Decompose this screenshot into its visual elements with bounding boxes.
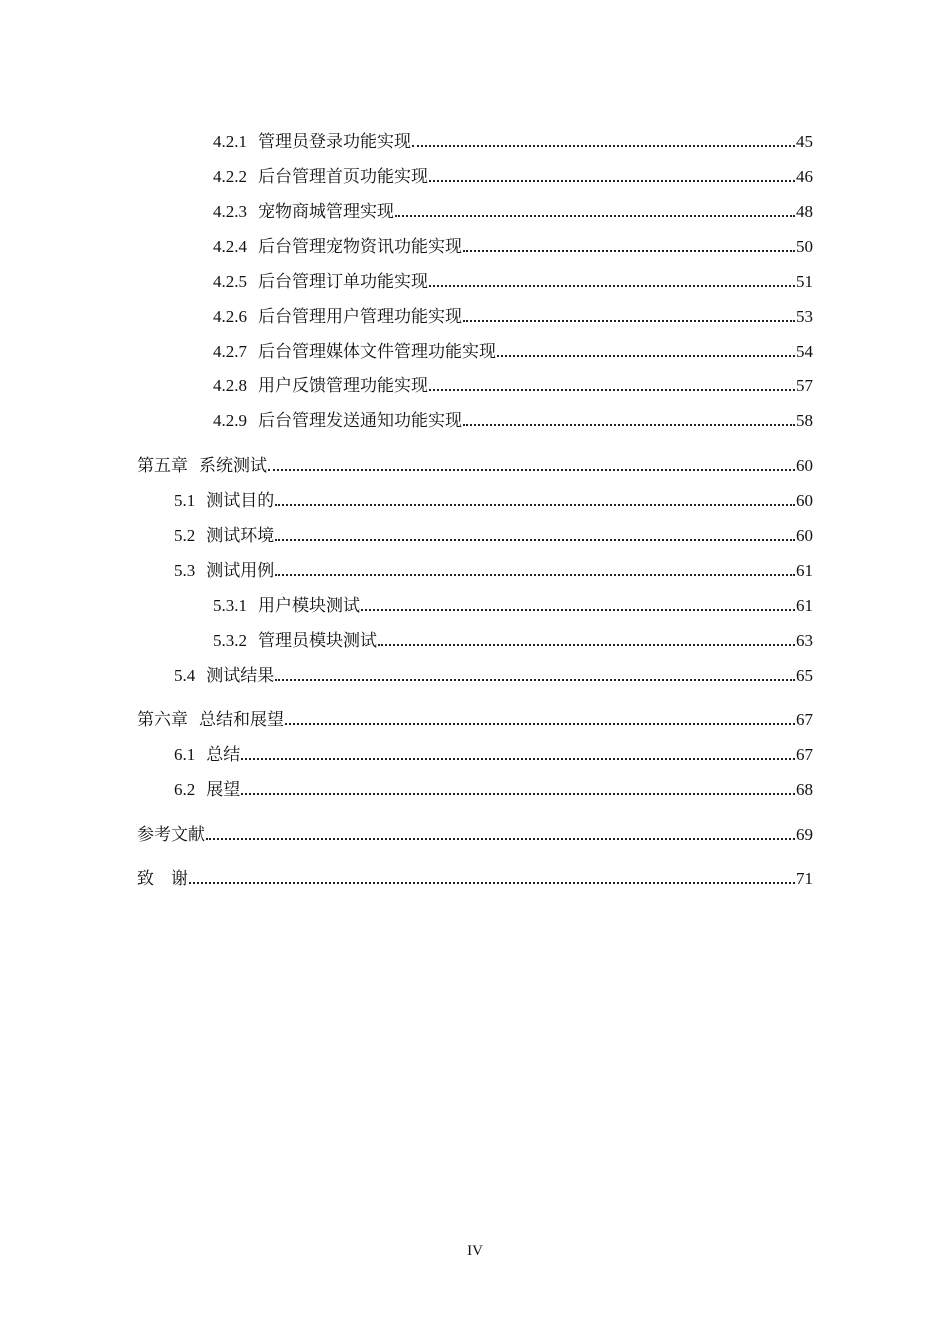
toc-leader-dots [412, 145, 795, 147]
toc-leader-dots [241, 758, 795, 760]
toc-entry[interactable] [213, 268, 813, 292]
toc-entry-title: 系统测试 [199, 456, 267, 475]
toc-entry-page: 50 [796, 237, 813, 256]
toc-entry[interactable] [213, 592, 813, 616]
toc-entry-title: 总结和展望 [199, 710, 284, 729]
toc-entry-page: 51 [796, 272, 813, 291]
toc-entry-number: 5.3 [174, 561, 196, 580]
toc-chapter-entry[interactable] [137, 452, 813, 476]
toc-entry-page: 58 [796, 411, 813, 430]
toc-entry-page: 63 [796, 631, 813, 650]
toc-entry-title: 后台管理宠物资讯功能实现 [258, 237, 462, 256]
toc-entry[interactable] [174, 662, 813, 686]
toc-entry[interactable] [174, 741, 813, 765]
toc-entry-number: 4.2.8 [213, 376, 247, 395]
toc-leader-dots [275, 679, 795, 681]
toc-leader-dots [429, 180, 795, 182]
toc-entry-number: 4.2.2 [213, 167, 247, 186]
toc-entry-title: 用户模块测试 [258, 596, 360, 615]
toc-entry-number: 4.2.3 [213, 202, 247, 221]
toc-entry-number: 5.4 [174, 666, 196, 685]
toc-entry-page: 67 [796, 710, 813, 729]
toc-entry-title: 展望 [206, 780, 241, 799]
toc-entry-title: 后台管理媒体文件管理功能实现 [258, 342, 496, 361]
page-number-footer: IV [467, 1243, 483, 1259]
toc-entry-number: 6.1 [174, 745, 196, 764]
toc-entry-page: 60 [796, 526, 813, 545]
toc-entry-page: 60 [796, 491, 813, 510]
toc-entry-number: 5.2 [174, 526, 196, 545]
toc-leader-dots [395, 215, 795, 217]
toc-leader-dots [275, 574, 795, 576]
toc-entry-number: 4.2.4 [213, 237, 247, 256]
toc-entry-title: 宠物商城管理实现 [258, 202, 394, 221]
toc-entry-number: 6.2 [174, 780, 196, 799]
toc-entry-title: 用户反馈管理功能实现 [258, 376, 428, 395]
toc-entry[interactable] [213, 303, 813, 327]
toc-entry-number: 第五章 [137, 456, 188, 475]
toc-entry-title: 后台管理订单功能实现 [258, 272, 428, 291]
toc-entry[interactable] [213, 627, 813, 651]
toc-leader-dots [275, 539, 795, 541]
toc-entry[interactable] [174, 557, 813, 581]
toc-entry-title: 后台管理首页功能实现 [258, 167, 428, 186]
toc-entry-page: 69 [796, 825, 813, 844]
toc-leader-dots [285, 723, 795, 725]
toc-entry-page: 54 [796, 342, 813, 361]
toc-leader-dots [268, 469, 795, 471]
toc-entry-page: 45 [796, 132, 813, 151]
toc-entry-number: 5.3.1 [213, 596, 247, 615]
toc-entry-number: 5.1 [174, 491, 196, 510]
toc-entry[interactable] [213, 338, 813, 362]
toc-entry-page: 46 [796, 167, 813, 186]
toc-chapter-entry[interactable] [137, 865, 813, 889]
toc-entry[interactable] [213, 233, 813, 257]
toc-entry-page: 65 [796, 666, 813, 685]
toc-entry-number: 4.2.6 [213, 307, 247, 326]
toc-entry-page: 61 [796, 596, 813, 615]
toc-leader-dots [275, 504, 795, 506]
toc-entry-title: 后台管理用户管理功能实现 [258, 307, 462, 326]
toc-chapter-entry[interactable] [137, 821, 813, 845]
toc-entry-number: 5.3.2 [213, 631, 247, 650]
toc-entry-title: 管理员登录功能实现 [258, 132, 411, 151]
toc-entry[interactable] [213, 128, 813, 152]
toc-leader-dots [463, 250, 795, 252]
toc-entry-title: 测试用例 [206, 561, 275, 580]
toc-entry-title: 管理员模块测试 [258, 631, 377, 650]
toc-leader-dots [463, 320, 795, 322]
toc-entry-number: 4.2.7 [213, 342, 247, 361]
toc-entry-title: 测试环境 [206, 526, 275, 545]
toc-entry-page: 68 [796, 780, 813, 799]
toc-entry-title: 后台管理发送通知功能实现 [258, 411, 462, 430]
toc-leader-dots [241, 793, 795, 795]
toc-leader-dots [429, 389, 795, 391]
toc-entry[interactable] [213, 407, 813, 431]
toc-entry-number: 第六章 [137, 710, 188, 729]
toc-entry-page: 67 [796, 745, 813, 764]
toc-entry-title: 测试结果 [206, 666, 275, 685]
toc-entry[interactable] [174, 776, 813, 800]
toc-entry-page: 53 [796, 307, 813, 326]
toc-leader-dots [361, 609, 795, 611]
toc-entry[interactable] [174, 522, 813, 546]
toc-leader-dots [206, 838, 795, 840]
toc-entry-number: 4.2.5 [213, 272, 247, 291]
toc-entry-number: 4.2.9 [213, 411, 247, 430]
toc-entry-page: 61 [796, 561, 813, 580]
toc-entry[interactable] [213, 372, 813, 396]
toc-entry-title: 测试目的 [206, 491, 275, 510]
toc-entry-page: 60 [796, 456, 813, 475]
toc-leader-dots [497, 355, 795, 357]
toc-entry[interactable] [213, 163, 813, 187]
toc-entry-title: 参考文献 [137, 825, 205, 844]
toc-entry-page: 57 [796, 376, 813, 395]
toc-entry[interactable] [213, 198, 813, 222]
toc-entry-page: 48 [796, 202, 813, 221]
toc-entry-title: 致 谢 [137, 869, 188, 888]
toc-chapter-entry[interactable] [137, 706, 813, 730]
toc-leader-dots [378, 644, 795, 646]
toc-leader-dots [429, 285, 795, 287]
toc-entry-number: 4.2.1 [213, 132, 247, 151]
toc-entry-title: 总结 [206, 745, 241, 764]
toc-leader-dots [463, 424, 795, 426]
toc-entry-page: 71 [796, 869, 813, 888]
toc-entry[interactable] [174, 487, 813, 511]
toc-leader-dots [189, 882, 795, 884]
